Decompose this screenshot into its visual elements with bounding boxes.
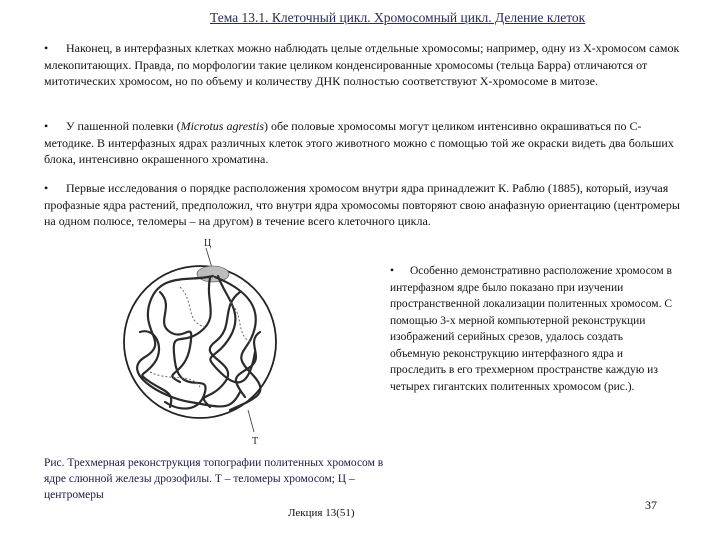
chromosome-tangle xyxy=(137,276,260,410)
slide-title: Тема 13.1. Клеточный цикл. Хромосомный цикл. Деление клеток xyxy=(210,10,586,25)
paragraph-microtus xyxy=(44,118,684,168)
paragraph-text-after: ) обе половые хромосомы могут целиком интенсивно окрашиваться по C-методике. В интерфазных ядрах различных клеток этого животного можно с помощью той же окраски видеть два больших блока, интенсивно окрашенного хроматина. xyxy=(44,119,674,166)
page-number: 37 xyxy=(645,498,657,512)
nucleus-figure xyxy=(120,232,280,450)
bullet-marker: • xyxy=(44,181,49,195)
paragraph-rabl xyxy=(44,180,684,230)
paragraph-text: Первые исследования о порядке расположения хромосом внутри ядра принадлежит К. Раблю (1885), который, изучая профазные ядра растений, предположил, что внутри ядра хромосомы повторяют свою анафазную ориентацию (центромеры на одном полюсе, теломеры – на другом) в течение всего клеточного цикла. xyxy=(44,181,680,228)
paragraph-text: Особенно демонстративно расположение хромосом в интерфазном ядре было показано при изучении пространственной локализации политенных хромосом. С помощью 3-х мерной компьютерной реконструкции изображений серийных срезов, удалось создать объемную реконструкцию интерфазного ядра и проследить в его трехмерном пространстве каждую из четырех гигантских политенных хромосом (рис.). xyxy=(390,265,673,393)
paragraph-text-before: У пашенной полевки ( xyxy=(66,119,181,133)
chromosome-strand xyxy=(210,276,255,382)
paragraph-x-chromosome xyxy=(44,40,684,90)
centromere-label: Ц xyxy=(204,238,212,249)
telomere-pointer xyxy=(248,410,254,432)
paragraph-text: Наконец, в интерфазных клетках можно наблюдать целые отдельные хромосомы; например, одну из X-хромосом самок млекопитающих. Правда, по морфологии такие целиком конденсированные хромосомы (тельца Барра) отличаются от митотических хромосом, но по объему и количеству ДНК полностью соответствуют X-хромосоме в митозе. xyxy=(44,41,680,88)
chromocenter xyxy=(197,266,229,282)
figure-caption: Рис. Трехмерная реконструкция топографии политенных хромосом в ядре слюнной железы дрозофилы. Т – теломеры хромосом; Ц – центромеры xyxy=(44,457,384,501)
lecture-footer: Лекция 13(51) xyxy=(288,507,355,519)
paragraph-polytene xyxy=(390,263,672,395)
chromosome-strand xyxy=(180,287,205,327)
bullet-marker: • xyxy=(44,119,49,133)
bullet-marker: • xyxy=(390,265,395,277)
species-name: Microtus agrestis xyxy=(180,119,265,133)
chromosome-strand xyxy=(137,276,240,406)
chromosome-strand xyxy=(165,278,211,409)
telomere-label: Т xyxy=(252,436,259,447)
nucleus-reconstruction-image xyxy=(120,232,280,450)
bullet-marker: • xyxy=(44,41,49,55)
centromere-pointer xyxy=(206,248,212,268)
